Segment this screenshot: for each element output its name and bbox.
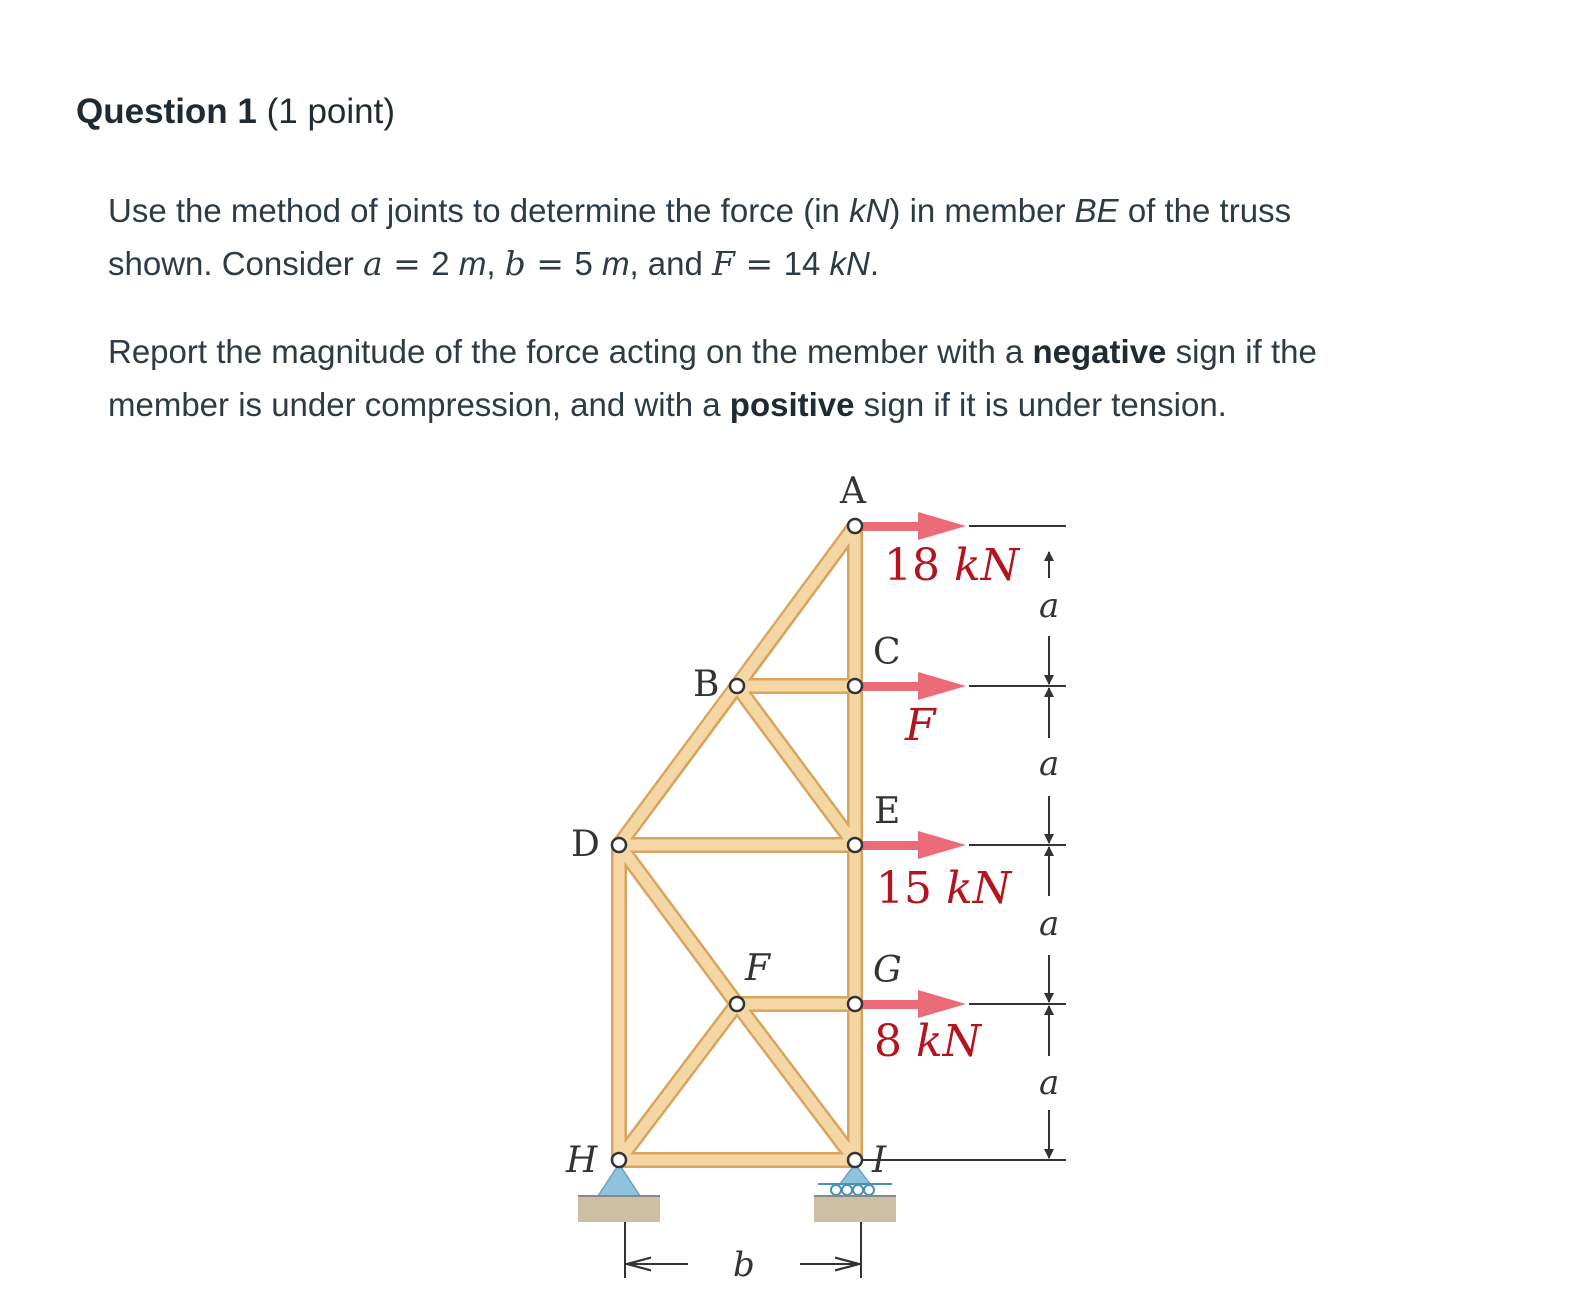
problem-text: of the truss	[1118, 192, 1292, 229]
instruction-text: Report the magnitude of the force acting on the member with a	[108, 333, 1033, 370]
equals-sign: =	[525, 244, 575, 283]
label-C: C	[873, 632, 901, 673]
joint-B	[730, 679, 744, 693]
load-arrow-C	[861, 672, 966, 700]
instruction-text: sign if it is under tension.	[854, 386, 1227, 423]
separator: , and	[629, 245, 713, 282]
separator: ,	[486, 245, 505, 282]
dim-label-b: b	[733, 1245, 755, 1285]
symbol-a: a	[362, 244, 383, 283]
value-a: 2	[431, 245, 459, 282]
label-E: E	[874, 791, 901, 832]
label-B: B	[693, 664, 720, 705]
label-F: F	[745, 948, 770, 989]
load-label-E: 15 kN	[876, 863, 1012, 914]
unit-m: m	[458, 245, 487, 282]
joint-G	[848, 997, 862, 1011]
symbol-b: b	[504, 244, 526, 283]
load-arrow-A	[861, 512, 966, 540]
equals-sign: =	[382, 244, 432, 283]
value-F: 14	[783, 245, 830, 282]
joint-E	[848, 838, 862, 852]
joint-A	[848, 519, 862, 533]
label-A: A	[840, 471, 866, 512]
dim-label-a-3: a	[1039, 904, 1060, 944]
keyword-positive: positive	[729, 386, 855, 423]
problem-text: shown. Consider	[108, 245, 363, 282]
joint-I	[848, 1153, 862, 1167]
equals-sign: =	[734, 244, 784, 283]
problem-text: ) in member	[889, 192, 1075, 229]
load-label-C: F	[905, 700, 936, 751]
joint-C	[848, 679, 862, 693]
instruction-text: sign if the	[1166, 333, 1317, 370]
label-H: H	[566, 1140, 598, 1181]
question-points: (1 point)	[266, 92, 396, 131]
label-G: G	[873, 950, 902, 991]
member-label: BE	[1074, 192, 1119, 229]
symbol-F: F	[712, 244, 735, 283]
label-D: D	[571, 824, 600, 865]
load-label-G: 8 kN	[874, 1016, 982, 1067]
dim-label-a-2: a	[1039, 744, 1060, 784]
label-I: I	[872, 1140, 887, 1181]
dim-label-a-1: a	[1039, 586, 1060, 626]
problem-text: Use the method of joints to determine the force (in	[108, 192, 850, 229]
instruction-text: member is under compression, and with a	[108, 386, 730, 423]
joint-H	[612, 1153, 626, 1167]
problem-text: .	[869, 245, 879, 282]
load-arrow-G	[861, 990, 966, 1018]
joint-F	[730, 997, 744, 1011]
dim-label-a-4: a	[1039, 1063, 1060, 1103]
unit-m: m	[601, 245, 630, 282]
load-label-A: 18 kN	[884, 540, 1020, 591]
joint-D	[612, 838, 626, 852]
truss-members	[619, 526, 855, 1160]
value-b: 5	[574, 245, 602, 282]
question-title: Question 1	[76, 92, 257, 131]
unit-kn: kN	[849, 192, 890, 229]
keyword-negative: negative	[1032, 333, 1167, 370]
load-arrow-E	[861, 831, 966, 859]
unit-kn: kN	[829, 245, 870, 282]
